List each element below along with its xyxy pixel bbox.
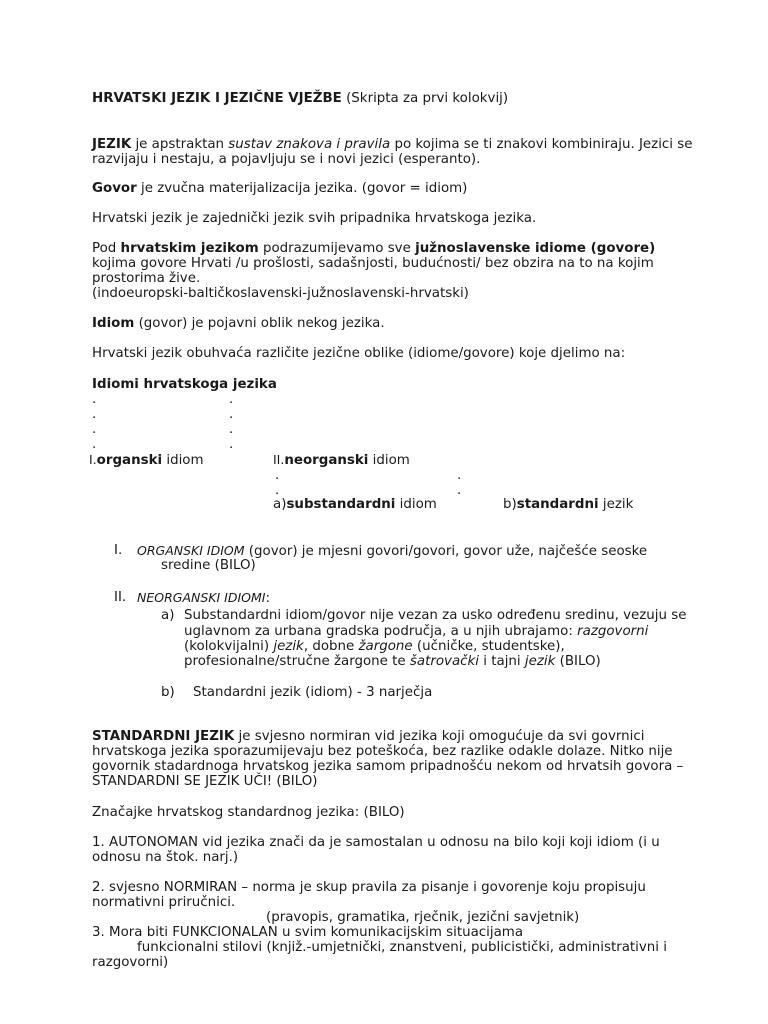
sublist-a-italic-4b: jezik — [524, 654, 556, 669]
title-rest: (Skripta za prvi kolokvij) — [341, 91, 509, 106]
dot-mid-1: . — [275, 468, 280, 483]
govor-text: je zvučna materijalizacija jezika. (govor = idiom) — [136, 181, 468, 196]
sublist-b-mark: b) — [161, 685, 175, 700]
point-2-line-3: (pravopis, gramatika, rječnik, jezični savjetnik) — [266, 910, 580, 925]
idiom-term: Idiom — [92, 316, 135, 331]
jezik-line-1 — [92, 137, 692, 152]
substandardni-rest: idiom — [395, 497, 437, 512]
document-title — [92, 91, 508, 106]
dot-right-3: . — [229, 422, 234, 437]
standardni-prefix: b) — [503, 497, 517, 512]
diagram-standardni — [503, 497, 633, 512]
sublist-a-line-2 — [184, 624, 648, 639]
pod-line-3: prostorima žive. — [92, 271, 201, 286]
sublist-a-line-3 — [184, 639, 565, 654]
sublist-a-italic-3b: žargone — [358, 639, 413, 654]
diagram-substandardni — [273, 497, 437, 512]
point-1-line-2: odnosu na štok. narj.) — [92, 850, 239, 865]
sublist-a-line-1: Substandardni idiom/govor nije vezan za usko određenu sredinu, vezuju se — [184, 608, 687, 623]
neorganski-bold: neorganski — [284, 453, 369, 468]
point-3-line-1: 3. Mora biti FUNKCIONALAN u svim komunikacijskim situacijama — [92, 925, 524, 940]
dot-far-2: . — [457, 483, 462, 498]
pod-bold-2: južnoslavenske idiome (govore) — [415, 241, 656, 256]
sublist-a-line-4 — [184, 654, 601, 669]
standardni-text: je svjesno normiran vid jezika koji omogućuje da svi govrnici — [234, 729, 645, 744]
dot-left-4: . — [92, 437, 97, 452]
sublist-a-text-3b: , dobne — [303, 639, 359, 654]
point-1-line-1: 1. AUTONOMAN vid jezika znači da je samostalan u odnosu na bilo koji koji idiom (i u — [92, 835, 660, 850]
sublist-a-text: uglavnom za urbana gradska područja, a u njih ubrajamo: — [184, 624, 578, 639]
point-2-line-2: normativni priručnici. — [92, 895, 236, 910]
sublist-b-text: Standardni jezik (idiom) - 3 narječja — [193, 685, 433, 700]
point-3-line-2: funkcionalni stilovi (knjiž.-umjetnički, znanstveni, publicistički, administrativni i — [137, 940, 667, 955]
sublist-a-text-3c: (učničke, studentske), — [412, 639, 565, 654]
standardni-line-2: hrvatskoga jezika sporazumijevaju bez poteškoća, bez razlike odakle dolaze. Nitko nije — [92, 744, 673, 759]
standardni-line-3: govornik stadardnoga hrvatskog jezika samom pripadnošću nekom od hrvatsih govora – — [92, 759, 684, 774]
obuhvaca-paragraph: Hrvatski jezik obuhvaća različite jezične oblike (idiome/govore) koje djelimo na: — [92, 346, 626, 361]
sublist-a-text-4b: i tajni — [479, 654, 525, 669]
zajednicki-paragraph: Hrvatski jezik je zajednički jezik svih pripadnika hrvatskoga jezika. — [92, 211, 537, 226]
standardni-rest: jezik — [598, 497, 634, 512]
znacajke-heading: Značajke hrvatskog standardnog jezika: (BILO) — [92, 805, 405, 820]
jezik-italic: sustav znakova i pravila — [228, 137, 391, 152]
pod-text-2: podrazumijevamo sve — [258, 241, 416, 256]
dot-right-2: . — [229, 407, 234, 422]
neorganski-rest: idiom — [368, 453, 410, 468]
organski-rest: idiom — [162, 453, 204, 468]
jezik-text: je apstraktan — [131, 137, 229, 152]
list-item-ii-number: II. — [114, 590, 127, 605]
substandardni-prefix: a) — [273, 497, 287, 512]
govor-paragraph — [92, 181, 467, 196]
list-item-ii-colon: : — [265, 591, 270, 606]
standardni-bold: standardni — [516, 497, 599, 512]
jezik-text-2: po kojima se ti znakovi kombiniraju. Jezici se — [390, 137, 693, 152]
pod-bold-1: hrvatskim jezikom — [120, 241, 259, 256]
neorganski-prefix: II. — [273, 452, 285, 467]
title-bold: HRVATSKI JEZIK I JEZIČNE VJEŽBE — [92, 91, 342, 106]
idiom-text: (govor) je pojavni oblik nekog jezika. — [134, 316, 385, 331]
point-3-line-3: razgovorni) — [92, 955, 169, 970]
pod-text-1: Pod — [92, 241, 121, 256]
list-item-ii-line — [137, 590, 270, 606]
standardni-line-4: STANDARDNI SE JEZIK UČI! (BILO) — [92, 774, 318, 789]
sublist-a-mark: a) — [161, 608, 175, 623]
dot-left-3: . — [92, 422, 97, 437]
idiom-paragraph — [92, 316, 385, 331]
dot-far-1: . — [457, 468, 462, 483]
diagram-heading-text: Idiomi hrvatskoga jezika — [92, 377, 277, 392]
point-2-line-1: 2. svjesno NORMIRAN – norma je skup pravila za pisanje i govorenje koju propisuju — [92, 880, 646, 895]
diagram-organski — [89, 452, 204, 468]
dot-left-2: . — [92, 407, 97, 422]
pod-line-1 — [92, 241, 655, 256]
jezik-line-2: razvijaju i nestaju, a pojavljuju se i novi jezici (esperanto). — [92, 152, 481, 167]
list-item-i-number: I. — [114, 543, 123, 558]
diagram-heading — [92, 377, 277, 392]
list-item-i-text: (govor) je mjesni govori/govori, govor uže, najčešće seoske — [244, 544, 648, 559]
organski-bold: organski — [96, 453, 163, 468]
pod-line-4: (indoeuropski-baltičkoslavenski-južnoslavenski-hrvatski) — [92, 286, 469, 301]
substandardni-bold: substandardni — [286, 497, 396, 512]
dot-left-1: . — [92, 392, 97, 407]
sublist-a-text-4a: profesionalne/stručne žargone te — [184, 654, 410, 669]
dot-right-1: . — [229, 392, 234, 407]
jezik-term: JEZIK — [92, 137, 132, 152]
list-item-ii-italic: NEORGANSKI IDIOMI — [137, 590, 266, 605]
list-item-i-italic: ORGANSKI IDIOM — [137, 543, 245, 558]
dot-right-4: . — [229, 437, 234, 452]
pod-line-2: kojima govore Hrvati /u prošlosti, sadašnjosti, budućnosti/ bez obzira na to na kojim — [92, 256, 654, 271]
organski-prefix: I. — [89, 452, 97, 467]
sublist-a-italic-3a: jezik — [273, 639, 304, 654]
list-item-i-line-2: sredine (BILO) — [161, 558, 256, 573]
sublist-a-text-3a: (kolokvijalni) — [184, 639, 274, 654]
sublist-a-italic: razgovorni — [577, 624, 649, 639]
list-item-i-line-1 — [137, 543, 647, 559]
diagram-neorganski — [273, 452, 410, 468]
dot-mid-2: . — [275, 483, 280, 498]
sublist-a-italic-4a: šatrovački — [409, 654, 479, 669]
sublist-a-text-4c: (BILO) — [555, 654, 601, 669]
standardni-term: STANDARDNI JEZIK — [92, 729, 235, 744]
govor-term: Govor — [92, 181, 137, 196]
standardni-line-1 — [92, 729, 644, 744]
